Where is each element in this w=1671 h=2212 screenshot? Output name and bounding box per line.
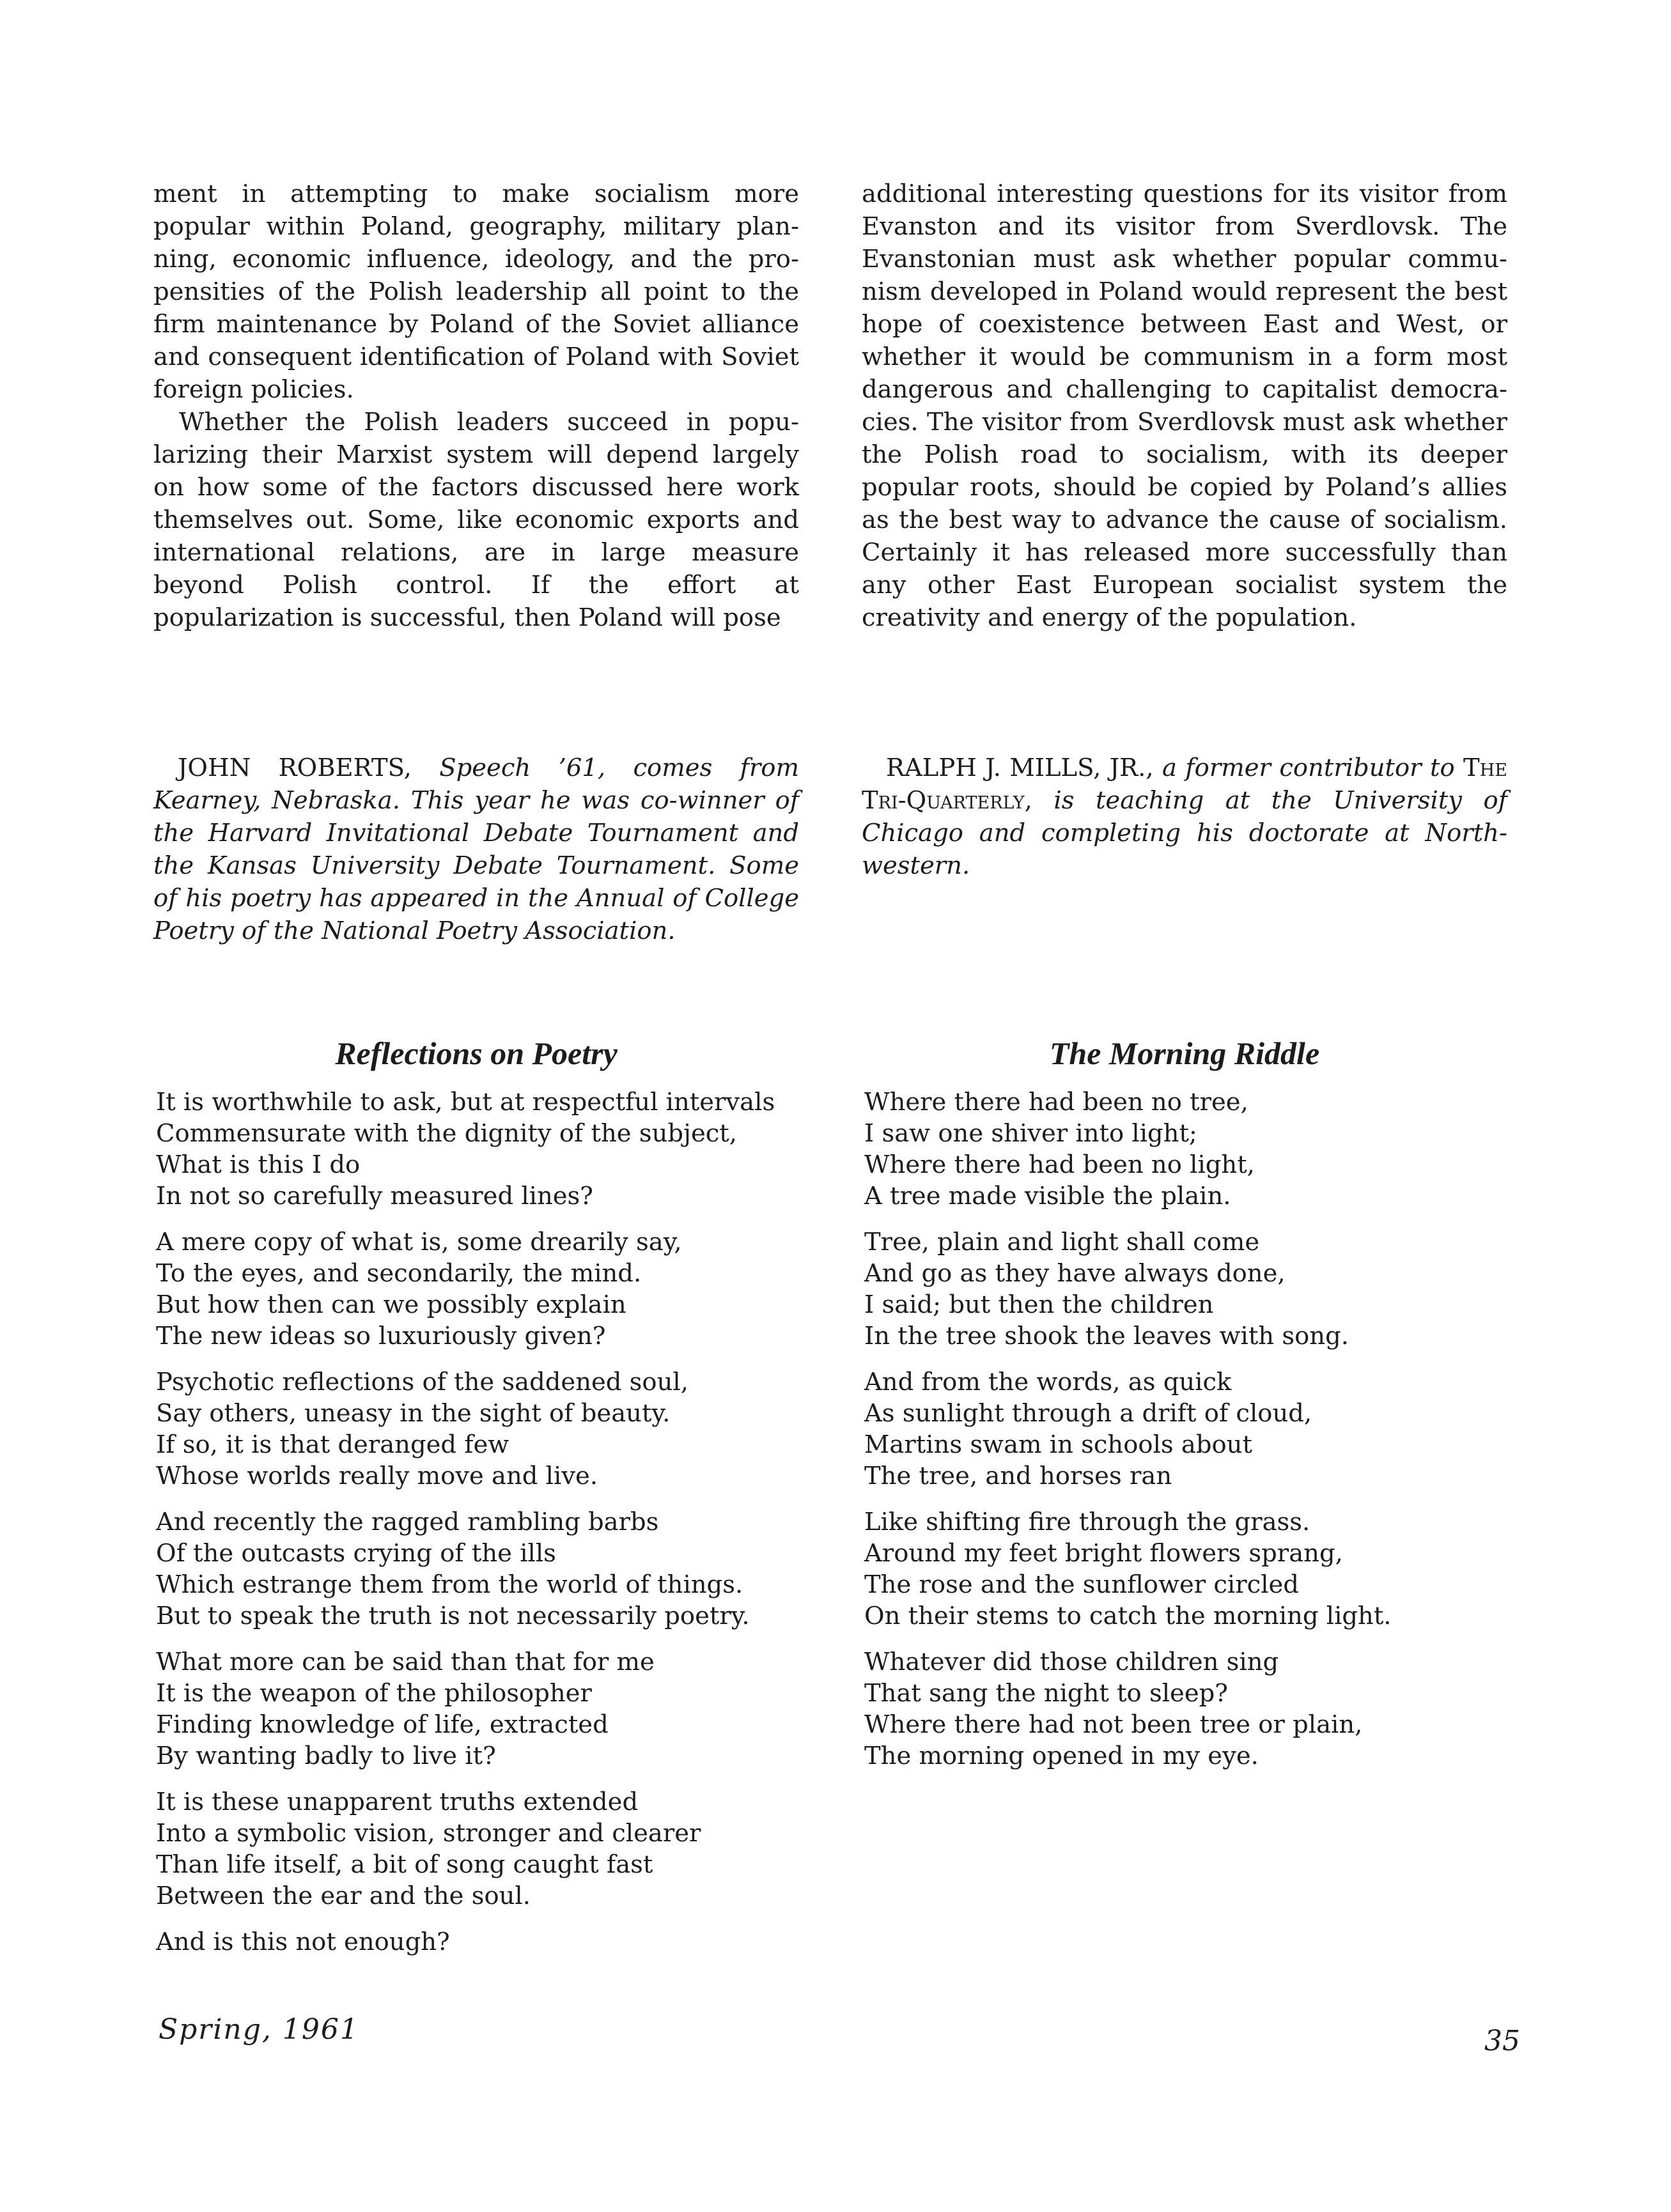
stanza	[864, 1506, 1507, 1632]
poem-line: A tree made visible the plain.	[864, 1182, 1231, 1210]
poem-line: Martins swam in schools about	[864, 1430, 1252, 1459]
stanza	[156, 1786, 799, 1912]
poem-line: And is this not enough?	[156, 1928, 450, 1956]
bio-description: a former contributor to	[1162, 754, 1455, 782]
poem-line: Where there had been no light,	[864, 1150, 1255, 1179]
poem-line: Whose worlds really move and live.	[156, 1462, 598, 1490]
stanza	[156, 1366, 799, 1492]
poem-line: Into a symbolic vision, stronger and clearer	[156, 1819, 701, 1848]
poem-body	[862, 1087, 1507, 1772]
author-name: RALPH J. MILLS, JR.,	[886, 754, 1154, 782]
poem-line: Than life itself, a bit of song caught fast	[156, 1850, 653, 1879]
stanza	[156, 1087, 799, 1212]
article-right-column	[862, 178, 1507, 634]
poem-line: A mere copy of what is, some drearily say,	[156, 1228, 682, 1257]
poem-line: In the tree shook the leaves with song.	[864, 1322, 1349, 1350]
poem-line: Between the ear and the soul.	[156, 1882, 531, 1910]
poem-line: And recently the ragged rambling barbs	[156, 1508, 659, 1536]
stanza	[156, 1926, 799, 1958]
poem-line: I saw one shiver into light;	[864, 1119, 1197, 1148]
page-number: 35	[1484, 2025, 1520, 2057]
article-paragraph: ment in attempting to make socialism more popular within Poland, geography, military planning, economic influence, ideology, and the propensities of the Polish leadership all point to the firm maintenance by Poland of the Soviet alliance and consequent identification of Poland with Soviet foreign policies.	[153, 180, 799, 404]
poem-line: It is the weapon of the philosopher	[156, 1679, 592, 1708]
poem-line: By wanting badly to live it?	[156, 1742, 496, 1770]
poem-line: Like shifting fire through the grass.	[864, 1508, 1310, 1536]
author-name: JOHN ROBERTS,	[178, 754, 412, 782]
stanza	[156, 1226, 799, 1352]
poem-line: In not so carefully measured lines?	[156, 1182, 593, 1210]
poem-line: What more can be said than that for me	[156, 1648, 655, 1676]
poem-line: On their stems to catch the morning light.	[864, 1602, 1392, 1630]
issue-date: Spring, 1961	[159, 2013, 359, 2046]
poem-line: Of the outcasts crying of the ills	[156, 1539, 556, 1568]
poem-reflections-on-poetry	[153, 1034, 799, 1972]
stanza	[864, 1087, 1507, 1212]
article-left-column	[153, 178, 799, 634]
bio-john-roberts	[153, 752, 799, 947]
poem-line: The rose and the sunflower circled	[864, 1570, 1299, 1599]
poem-line: Which estrange them from the world of things.	[156, 1570, 743, 1599]
poem-line: Whatever did those children sing	[864, 1648, 1279, 1676]
stanza	[864, 1366, 1507, 1492]
poem-title: The Morning Riddle	[1049, 1035, 1320, 1071]
bio-description: Speech ’61, comes from Kearney, Nebraska. This year he was co-winner of the Harvard Invitational Debate Tournament and the Kansas University Debate Tournament. Some of his poetry has appeared in the Annual of College Poetry of the National Poetry Association.	[153, 754, 799, 945]
poem-line: As sunlight through a drift of cloud,	[864, 1399, 1312, 1428]
poem-line: Where there had been no tree,	[864, 1088, 1248, 1117]
stanza	[864, 1646, 1507, 1772]
poem-line: The new ideas so luxuriously given?	[156, 1322, 606, 1350]
poem-line: Where there had not been tree or plain,	[864, 1710, 1363, 1739]
bio-ralph-mills	[862, 752, 1507, 882]
poem-line: But how then can we possibly explain	[156, 1290, 626, 1319]
poem-line: The tree, and horses ran	[864, 1462, 1172, 1490]
poem-line: And go as they have always done,	[864, 1259, 1286, 1288]
article-paragraph: additional interesting questions for its visitor from Evanston and its visitor from Sverdlovsk. The Evanstonian must ask whether popular communism developed in Poland would represent the best hope of coexistence between East and West, or whether it would be communism in a form most dangerous and challenging to capitalist democracies. The visitor from Sverdlovsk must ask whether the Polish road to socialism, with its deeper popular roots, should be copied by Poland’s allies as the best way to advance the cause of socialism. Certainly it has released more successfully than any other East European socialist system the creativity and energy of the population.	[862, 180, 1507, 632]
bio-description: is teaching at the University of Chicago and completing his doctorate at Northwestern.	[862, 786, 1507, 880]
poem-line: To the eyes, and secondarily, the mind.	[156, 1259, 642, 1288]
stanza	[864, 1226, 1507, 1352]
poem-line: And from the words, as quick	[864, 1368, 1232, 1396]
poem-line: Commensurate with the dignity of the subject,	[156, 1119, 738, 1148]
poem-line: If so, it is that deranged few	[156, 1430, 509, 1459]
poem-line: Around my feet bright flowers sprang,	[864, 1539, 1343, 1568]
article-paragraph: Whether the Polish leaders succeed in popularizing their Marxist system will depend largely on how some of the factors discussed here work themselves out. Some, like economic exports and international relations, are in large measure beyond Polish control. If the effort at popularization is successful, then Poland will pose	[153, 408, 799, 632]
poem-line: That sang the night to sleep?	[864, 1679, 1228, 1708]
poem-line: Finding knowledge of life, extracted	[156, 1710, 609, 1739]
stanza	[156, 1506, 799, 1632]
poem-line: It is worthwhile to ask, but at respectful intervals	[156, 1088, 775, 1117]
poem-title: Reflections on Poetry	[335, 1035, 618, 1071]
poem-line: Say others, uneasy in the sight of beauty.	[156, 1399, 671, 1428]
poem-line: What is this I do	[156, 1150, 361, 1179]
poem-line: Psychotic reflections of the saddened soul,	[156, 1368, 688, 1396]
bio-text	[153, 752, 799, 947]
journal-name: The Tri-Quarterly,	[862, 754, 1507, 815]
poem-line: But to speak the truth is not necessarily poetry.	[156, 1602, 750, 1630]
poem-line: It is these unapparent truths extended	[156, 1788, 639, 1816]
stanza	[156, 1646, 799, 1772]
poem-line: Tree, plain and light shall come	[864, 1228, 1260, 1257]
bio-text	[862, 752, 1507, 882]
poem-body	[153, 1087, 799, 1958]
poem-line: I said; but then the children	[864, 1290, 1214, 1319]
poem-line: The morning opened in my eye.	[864, 1742, 1259, 1770]
poem-the-morning-riddle	[862, 1034, 1507, 1786]
